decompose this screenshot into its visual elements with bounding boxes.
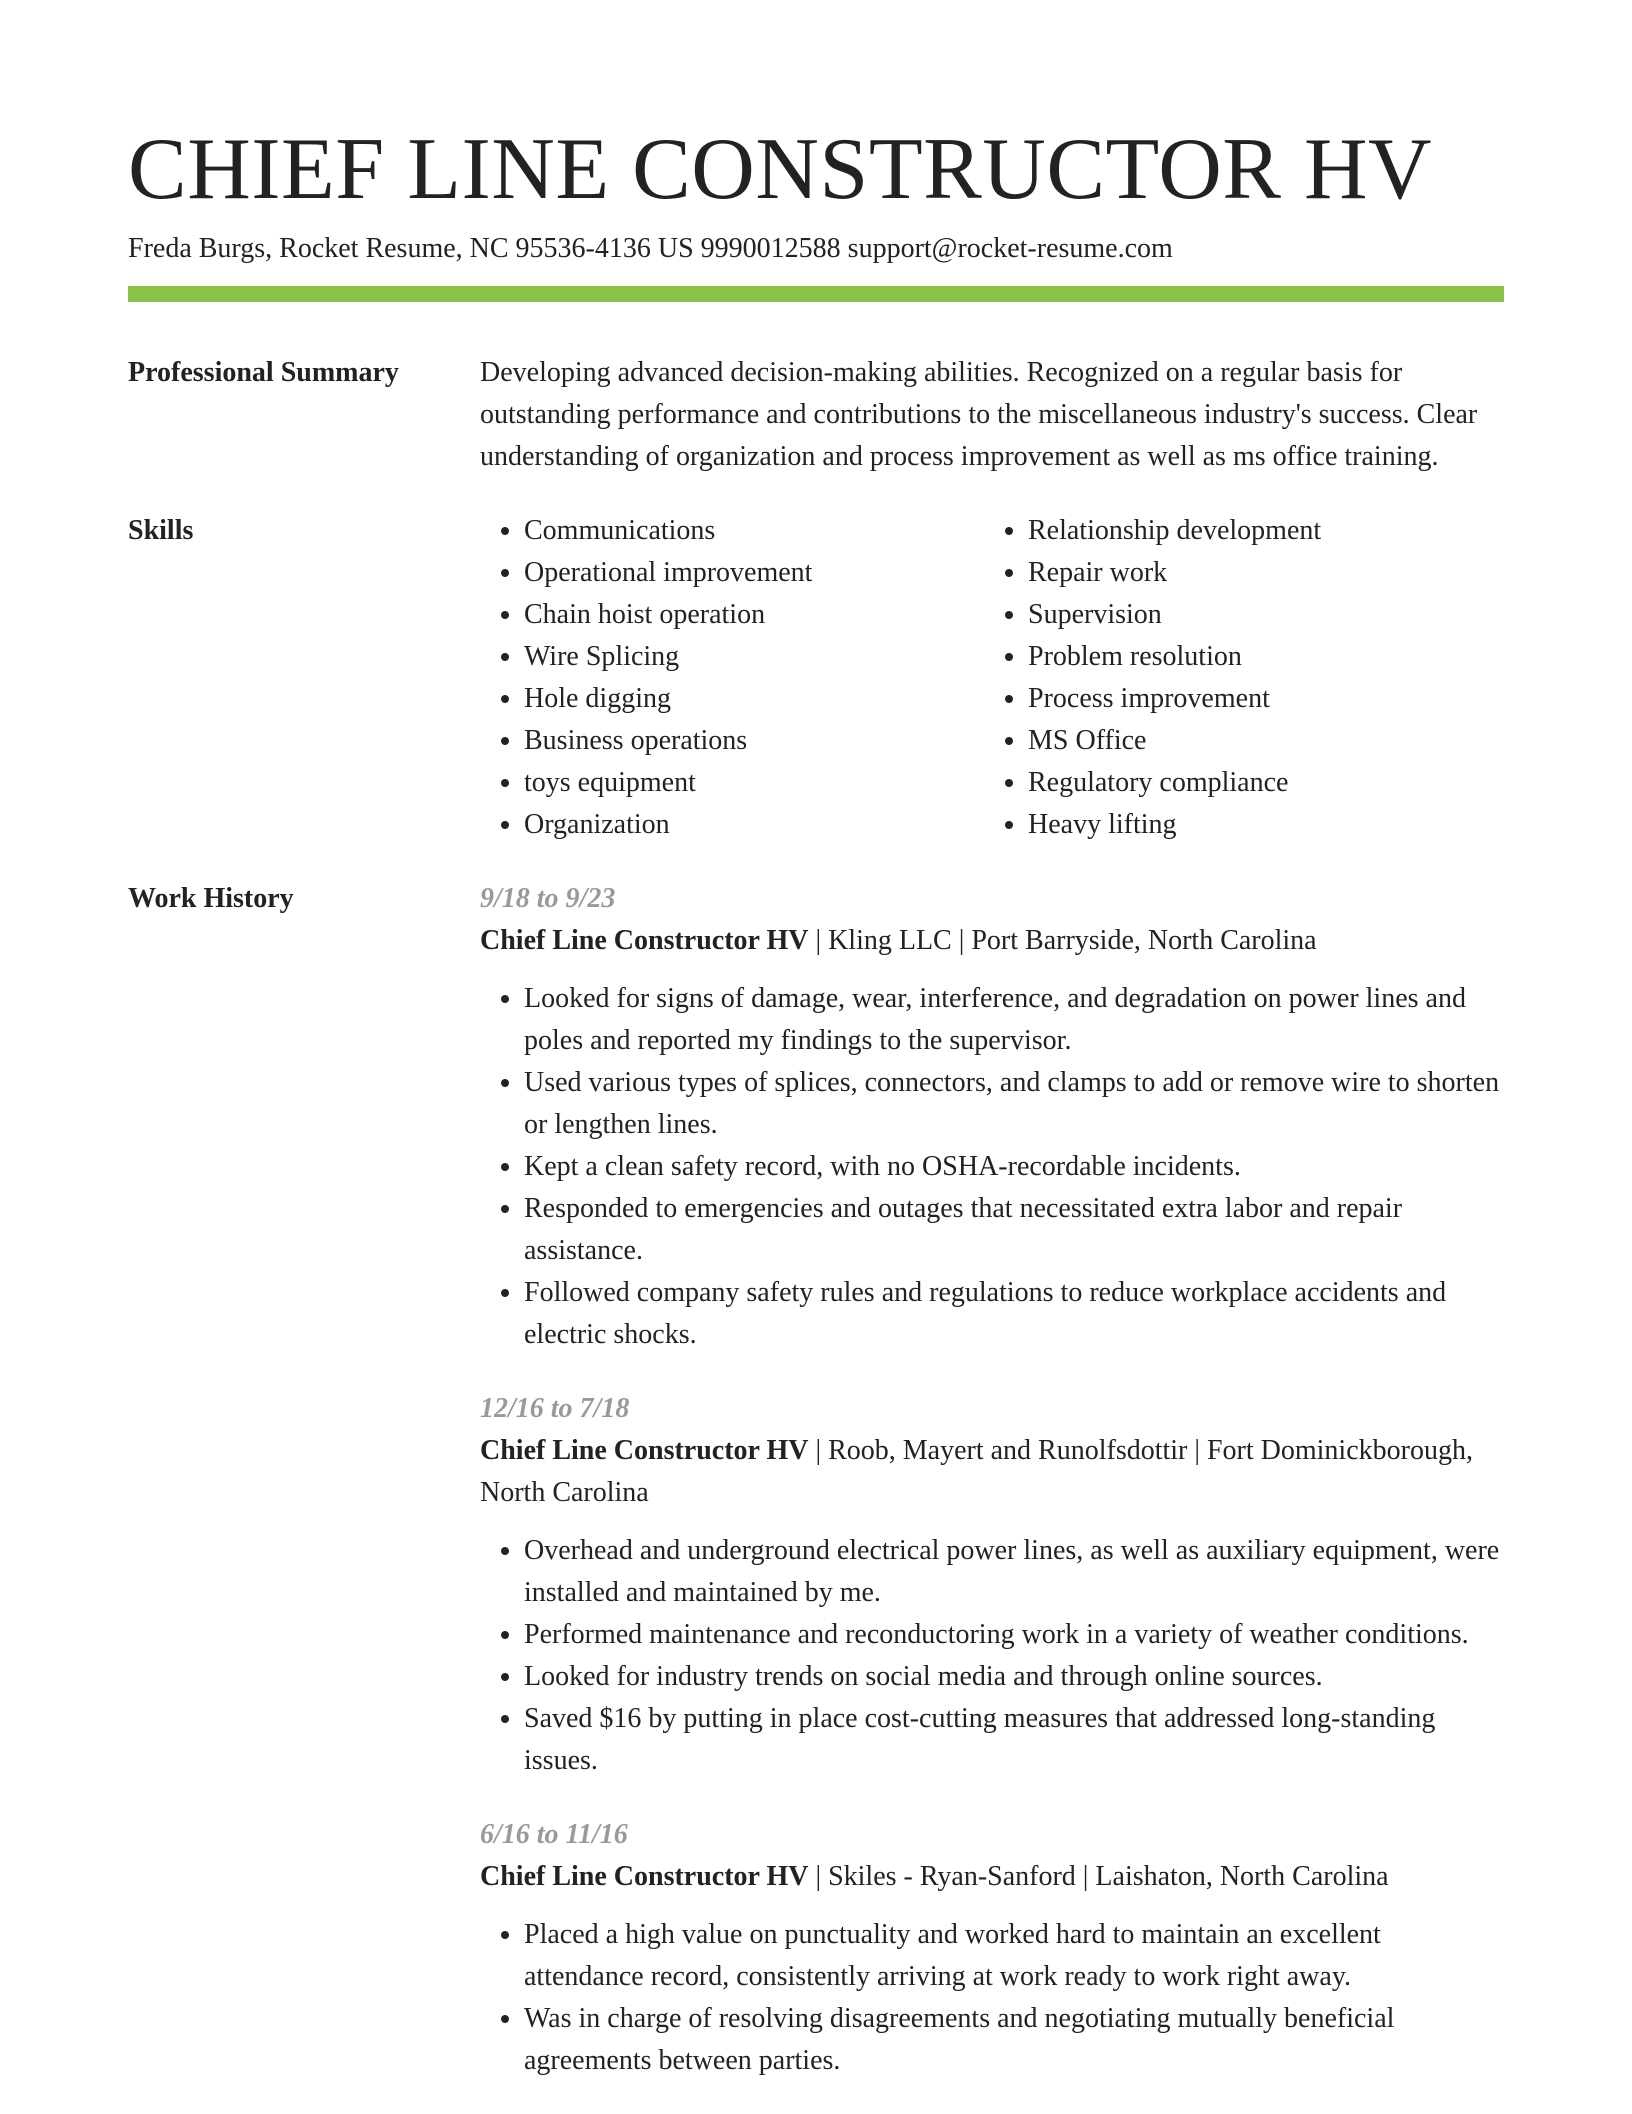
job-bullet: • Used various types of splices, connectors, and clamps to add or remove wire to shorten or lengthen lines. — [524, 1062, 1504, 1146]
skill-item: • Process improvement — [1028, 678, 1488, 720]
job-bullet: • Followed company safety rules and regulations to reduce workplace accidents and electric shocks. — [524, 1272, 1504, 1356]
work-history-section — [128, 878, 1504, 2114]
job-title: Chief Line Constructor HV — [480, 1861, 809, 1892]
skill-item: • Repair work — [1028, 552, 1488, 594]
resume-page — [128, 0, 1504, 2114]
section-label-skills: Skills — [128, 515, 194, 546]
job-bullet-list — [480, 1530, 1504, 1782]
job-entry — [480, 878, 1504, 1356]
skill-item: • Operational improvement — [524, 552, 984, 594]
job-entry — [480, 1388, 1504, 1782]
job-title: Chief Line Constructor HV — [480, 925, 809, 956]
job-bullet: • Was in charge of resolving disagreements and negotiating mutually beneficial agreements between parties. — [524, 1998, 1504, 2082]
skills-list-right — [984, 510, 1488, 846]
job-dates: 12/16 to 7/18 — [480, 1393, 630, 1424]
job-bullet-list — [480, 1914, 1504, 2082]
job-bullet: • Responded to emergencies and outages that necessitated extra labor and repair assistance. — [524, 1188, 1504, 1272]
job-dates: 6/16 to 11/16 — [480, 1819, 628, 1850]
summary-text: Developing advanced decision-making abilities. Recognized on a regular basis for outstanding performance and contributions to the miscellaneous industry's success. Clear understanding of organization and process improvement as well as ms office training. — [480, 357, 1478, 472]
skill-item: • Problem resolution — [1028, 636, 1488, 678]
skills-section — [128, 510, 1504, 846]
skill-item: • Hole digging — [524, 678, 984, 720]
skill-item: • Wire Splicing — [524, 636, 984, 678]
contact-line: Freda Burgs, Rocket Resume, NC 95536-4136 US 9990012588 support@rocket-resume.com — [128, 233, 1173, 264]
skill-item: • Supervision — [1028, 594, 1488, 636]
skill-item: • Organization — [524, 804, 984, 846]
job-heading — [480, 1856, 1504, 1898]
skill-item: • Regulatory compliance — [1028, 762, 1488, 804]
resume-title: CHIEF LINE CONSTRUCTOR HV — [128, 121, 1433, 218]
job-bullet: • Looked for signs of damage, wear, interference, and degradation on power lines and poles and reported my findings to the supervisor. — [524, 978, 1504, 1062]
job-heading — [480, 920, 1504, 962]
job-bullet: • Performed maintenance and reconductoring work in a variety of weather conditions. — [524, 1614, 1504, 1656]
skill-item: • Heavy lifting — [1028, 804, 1488, 846]
skill-item: • Communications — [524, 510, 984, 552]
skill-item: • Relationship development — [1028, 510, 1488, 552]
skill-item: • toys equipment — [524, 762, 984, 804]
section-label-work-history: Work History — [128, 883, 294, 914]
job-details: | Kling LLC | Port Barryside, North Carolina — [808, 925, 1317, 956]
skill-item: • MS Office — [1028, 720, 1488, 762]
job-details: | Roob, Mayert and Runolfsdottir | Fort Dominickborough, North Carolina — [480, 1435, 1473, 1508]
section-label-summary: Professional Summary — [128, 357, 399, 388]
skill-item: • Business operations — [524, 720, 984, 762]
skill-item: • Chain hoist operation — [524, 594, 984, 636]
summary-body — [480, 352, 1504, 478]
job-bullet: • Looked for industry trends on social media and through online sources. — [524, 1656, 1504, 1698]
job-dates: 9/18 to 9/23 — [480, 883, 616, 914]
skills-grid — [480, 510, 1504, 846]
job-bullet: • Overhead and underground electrical power lines, as well as auxiliary equipment, were installed and maintained by me. — [524, 1530, 1504, 1614]
job-entry — [480, 1814, 1504, 2082]
job-bullet: • Placed a high value on punctuality and worked hard to maintain an excellent attendance record, consistently arriving at work ready to work right away. — [524, 1914, 1504, 1998]
header-divider — [128, 286, 1504, 302]
job-bullet: • Kept a clean safety record, with no OSHA-recordable incidents. — [524, 1146, 1504, 1188]
job-bullet: • Saved $16 by putting in place cost-cutting measures that addressed long-standing issues. — [524, 1698, 1504, 1782]
job-title: Chief Line Constructor HV — [480, 1435, 809, 1466]
job-heading — [480, 1430, 1504, 1514]
job-bullet-list — [480, 978, 1504, 1356]
professional-summary-section — [128, 352, 1504, 478]
work-history-body — [480, 878, 1504, 2114]
job-details: | Skiles - Ryan-Sanford | Laishaton, North Carolina — [808, 1861, 1389, 1892]
skills-list-left — [480, 510, 984, 846]
